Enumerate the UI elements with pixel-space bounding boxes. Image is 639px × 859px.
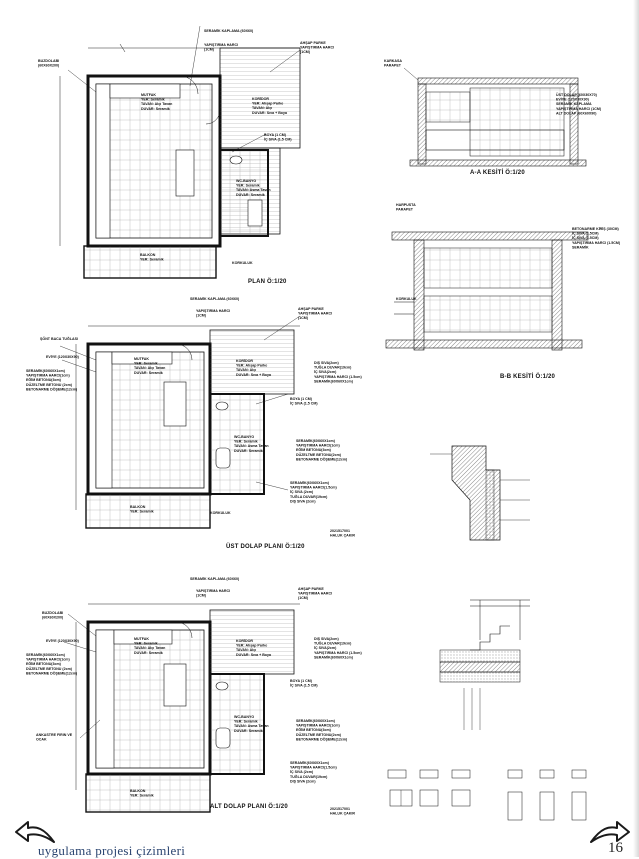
- plan3-ankastre-label: ANKASTRE FIRIN VE OCAK: [36, 733, 73, 742]
- plan1-title: PLAN Ö:1/20: [248, 279, 287, 285]
- plan1-korkuluk-label: KORKULUK: [232, 261, 253, 265]
- plan1-buzdolabi-label: BUZDOLABI (60X60X200): [38, 59, 60, 68]
- plan3-mutfak-label: MUTFAK YER: Seramik TAVAN: Alçı Tavan DUVAR: Seramik: [134, 637, 166, 655]
- bb-left-label: KORKULUK: [396, 297, 417, 301]
- section-bb-title: B-B KESİTİ Ö:1/20: [500, 374, 556, 380]
- aa-top-label: KARKASA PARAPET: [384, 59, 402, 68]
- plan-2: [60, 316, 300, 528]
- plan2-seramik-label: SERAMİK KAPLAMA (60X60): [190, 297, 240, 301]
- plan2-koridor-label: KORİDOR YER: Ahşap Parke TAVAN: Alçı DUVAR: Sıva + Boya: [236, 359, 271, 377]
- plan1-wc-label: WC-BANYO YER: Seramik TAVAN: Asma Tavan DUVAR: Seramik: [236, 179, 271, 197]
- section-bb: [386, 232, 588, 350]
- plan2-wc-stack: SERAMİK(60X60X1cm) YAPIŞTIRMA HARCI(1cm) EĞİM BETONU(3cm) DÜZELTME BETONU(2cm) BETONARME DÖŞEME(12cm): [296, 439, 348, 462]
- plan2-sont-label: ŞÖNT BACA TUĞLASI: [40, 337, 78, 341]
- plan3-evye-label: EVİYE (120X30X90): [46, 639, 79, 643]
- plan2-ahsap-label: AHŞAP PARKE YAPIŞTIRMA HARCI (1CM): [298, 307, 333, 321]
- plan3-dis-siva-stack: DIŞ SIVA(2cm) TUĞLA DUVAR(19cm) İÇ SIVA(2cm) YAPIŞTIRMA HARCI (1.5cm) SERAMİK(60X60X1cm): [314, 637, 362, 660]
- section-aa-title: A-A KESİTİ Ö:1/20: [470, 170, 525, 176]
- plan2-dis-siva-stack: DIŞ SIVA(2cm) TUĞLA DUVAR(19cm) İÇ SIVA(2cm) YAPIŞTIRMA HARCI (1.5cm) SERAMİK(60X60X1cm): [314, 361, 362, 384]
- plan3-balkon-label: BALKON YER: Seramik: [130, 789, 154, 798]
- plan1-yapistirma-label: YAPIŞTIRMA HARCI (1CM): [204, 43, 239, 52]
- plan1-koridor-label: KORİDOR YER: Ahşap Parke TAVAN: Alçı DUVAR: Sıva + Boya: [252, 97, 287, 115]
- plan-3: [64, 604, 300, 812]
- plan3-title: ALT DOLAP PLANI Ö:1/20: [210, 804, 288, 810]
- plan2-wc-label: WC-BANYO YER: Seramik TAVAN: Asma Tavan DUVAR: Seramik: [234, 435, 269, 453]
- plan2-title: ÜST DOLAP PLANI Ö:1/20: [226, 544, 305, 550]
- plan2-boya-label: BOYA (1 CM) İÇ SIVA (1.5 CM): [290, 397, 318, 406]
- bb-top-label: HARPUSTA PARAPET: [396, 203, 416, 212]
- plan1-ahsap-label: AHŞAP PARKE YAPIŞTIRMA HARCI (1CM): [300, 41, 335, 55]
- plan2-evye-label: EVİYE (120X30X90): [46, 355, 79, 359]
- plan1-balkon-label: BALKON YER: Seramik: [140, 253, 164, 262]
- plan3-wc-stack: SERAMİK(60X60X1cm) YAPIŞTIRMA HARCI(1cm) EĞİM BETONU(3cm) DÜZELTME BETONU(2cm) BETONARME DÖŞEME(12cm): [296, 719, 348, 742]
- plan2-author: 2021517001 HALUK ÇAKIR: [330, 529, 355, 538]
- plan3-wc-label: WC-BANYO YER: Seramik TAVAN: Asma Tavan DUVAR: Seramik: [234, 715, 269, 733]
- plan3-wall-stack: SERAMİK(60X60X1cm) YAPIŞTIRMA HARCI(1.5cm) İÇ SIVA (2cm) TUĞLA DUVAR(19cm) DIŞ SIVA (2cm): [290, 761, 337, 784]
- plan3-buzdolabi-label: BUZDOLABI (60X60X200): [42, 611, 64, 620]
- wall-detail-1: [430, 446, 530, 540]
- plan2-korkuluk-label: KORKULUK: [210, 511, 231, 515]
- aa-right-label: ÜST DOLAP (60X30X70) EVİYE (120X30X90) SERAMİK KAPLAMA YAPIŞTIRMA HARCI (1CM) ALT DOLAP (60X60X90): [556, 93, 602, 116]
- plan3-koridor-label: KORİDOR YER: Ahşap Parke TAVAN: Alçı DUVAR: Sıva + Boya: [236, 639, 271, 657]
- plan1-mutfak-label: MUTFAK YER: Seramik TAVAN: Alçı Tavan DUVAR: Seramik: [141, 93, 173, 111]
- plan3-ahsap-label: AHŞAP PARKE YAPIŞTIRMA HARCI (1CM): [298, 587, 333, 601]
- joinery-details: [388, 770, 586, 820]
- plan1-seramik-label: SERAMİK KAPLAMA (60X60): [204, 29, 254, 33]
- plan2-yapistirma-label: YAPIŞTIRMA HARCI (1CM): [196, 309, 231, 318]
- section-aa: [404, 68, 586, 166]
- stair-detail: [440, 600, 530, 730]
- plan3-author: 2021517001 HALUK ÇAKIR: [330, 807, 355, 816]
- bb-right-label: BETONARME KİRİŞ (30CM) İÇ SIVA (1.5CM) İÇ SIVA (1.5CM) YAPIŞTIRMA HARCI (1.5CM) SERAMİK: [572, 227, 621, 250]
- page-number: 16: [608, 840, 623, 856]
- plan2-balkon-label: BALKON YER: Seramik: [130, 505, 154, 514]
- page-edge: [633, 0, 639, 857]
- plan3-boya-label: BOYA (1 CM) İÇ SIVA (1.5 CM): [290, 679, 318, 688]
- plan-1: [60, 26, 300, 278]
- plan2-wall-stack: SERAMİK(60X60X1cm) YAPIŞTIRMA HARCI(1.5cm) İÇ SIVA (2cm) TUĞLA DUVAR(19cm) DIŞ SIVA (2cm): [290, 481, 337, 504]
- plan3-yapistirma-label: YAPIŞTIRMA HARCI (1CM): [196, 589, 231, 598]
- plan3-seramik-label: SERAMİK KAPLAMA (60X60): [190, 577, 240, 581]
- plan2-seramik-stack: SERAMİK(60X60X1cm) YAPIŞTIRMA HARCI(1cm) EĞİM BETONU(3cm) DÜZELTME BETONU (2cm) BETONARME DÖŞEME(12cm): [26, 369, 78, 392]
- plan2-mutfak-label: MUTFAK YER: Seramik TAVAN: Alçı Tavan DUVAR: Seramik: [134, 357, 166, 375]
- plan3-seramik-stack: SERAMİK(60X60X1cm) YAPIŞTIRMA HARCI(1cm) EĞİM BETONU(3cm) DÜZELTME BETONU (2cm) BETONARME DÖŞEME(12cm): [26, 653, 78, 676]
- plan1-boya-label: BOYA (1 CM) İÇ SIVA (1.5 CM): [264, 133, 292, 142]
- document-footer-title: uygulama projesi çizimleri: [38, 843, 186, 858]
